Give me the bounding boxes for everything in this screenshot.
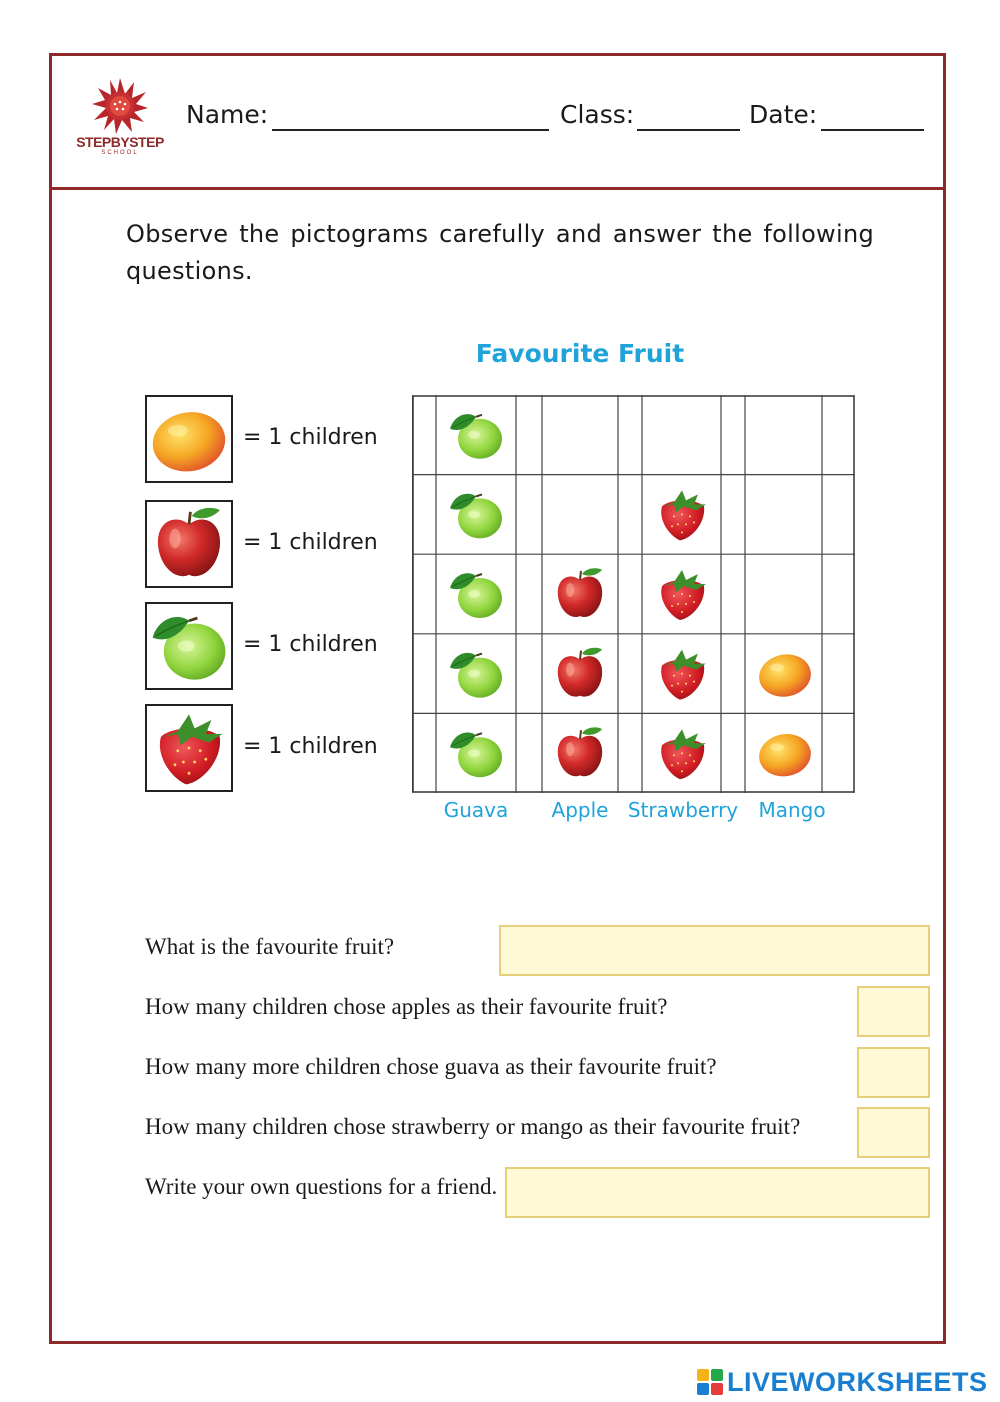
liveworksheets-logo xyxy=(697,1366,988,1398)
liveworksheets-icon xyxy=(697,1369,723,1395)
name-field[interactable] xyxy=(272,129,549,131)
key-label-apple: = 1 children xyxy=(243,530,378,555)
pictogram-apple-icon xyxy=(558,727,602,776)
key-label-strawberry: = 1 children xyxy=(243,734,378,759)
question-5: Write your own questions for a friend. xyxy=(145,1174,498,1199)
apple-icon xyxy=(147,502,231,586)
name-label: Name: xyxy=(186,100,269,129)
date-field[interactable] xyxy=(821,129,924,131)
key-label-guava: = 1 children xyxy=(243,632,378,657)
sun-emblem-icon xyxy=(74,78,166,136)
school-logo xyxy=(74,78,166,160)
key-box-strawberry xyxy=(145,704,233,792)
class-field[interactable] xyxy=(637,129,740,131)
pictogram-guava-icon xyxy=(450,494,502,539)
date-label: Date: xyxy=(749,100,818,129)
category-label-apple: Apple xyxy=(551,798,609,822)
pictogram-strawberry-icon xyxy=(661,729,706,779)
pictogram-guava-icon xyxy=(450,733,502,778)
pictogram-strawberry-icon xyxy=(661,650,706,700)
pictogram-mango-icon xyxy=(756,730,815,780)
key-label-mango: = 1 children xyxy=(243,425,378,450)
pictogram-mango-icon xyxy=(756,650,815,700)
class-label: Class: xyxy=(560,100,635,129)
pictogram-guava-icon xyxy=(450,414,502,459)
pictogram-guava-icon xyxy=(450,653,502,698)
question-1: What is the favourite fruit? xyxy=(145,934,395,959)
answer-box-4[interactable] xyxy=(857,1107,930,1158)
pictogram-apple-icon xyxy=(558,648,602,697)
key-box-mango xyxy=(145,395,233,483)
answer-box-5[interactable] xyxy=(505,1167,930,1218)
answer-box-2[interactable] xyxy=(857,986,930,1037)
chart-title: Favourite Fruit xyxy=(475,339,685,368)
strawberry-icon xyxy=(147,706,231,790)
question-2: How many children chose apples as their favourite fruit? xyxy=(145,994,668,1019)
pictogram-guava-icon xyxy=(450,573,502,618)
mango-icon xyxy=(147,397,231,481)
pictogram-strawberry-icon xyxy=(661,490,706,540)
category-label-strawberry: Strawberry xyxy=(627,798,739,822)
answer-box-3[interactable] xyxy=(857,1047,930,1098)
logo-subtext: SCHOOL xyxy=(101,150,139,156)
guava-icon xyxy=(147,604,231,688)
category-label-guava: Guava xyxy=(443,798,509,822)
header-divider xyxy=(49,187,946,190)
answer-box-1[interactable] xyxy=(499,925,930,976)
pictogram-grid xyxy=(412,395,855,793)
question-4: How many children chose strawberry or mango as their favourite fruit? xyxy=(145,1114,801,1139)
question-3: How many more children chose guava as their favourite fruit? xyxy=(145,1054,717,1079)
category-label-mango: Mango xyxy=(758,798,826,822)
pictogram-strawberry-icon xyxy=(661,570,706,620)
pictogram-apple-icon xyxy=(558,568,602,617)
liveworksheets-brand: LIVEWORKSHEETS xyxy=(727,1366,988,1397)
key-box-guava xyxy=(145,602,233,690)
logo-text: STEPBYSTEP xyxy=(76,134,164,150)
key-box-apple xyxy=(145,500,233,588)
instruction-text: Observe the pictograms carefully and answer the following questions. xyxy=(126,220,874,285)
